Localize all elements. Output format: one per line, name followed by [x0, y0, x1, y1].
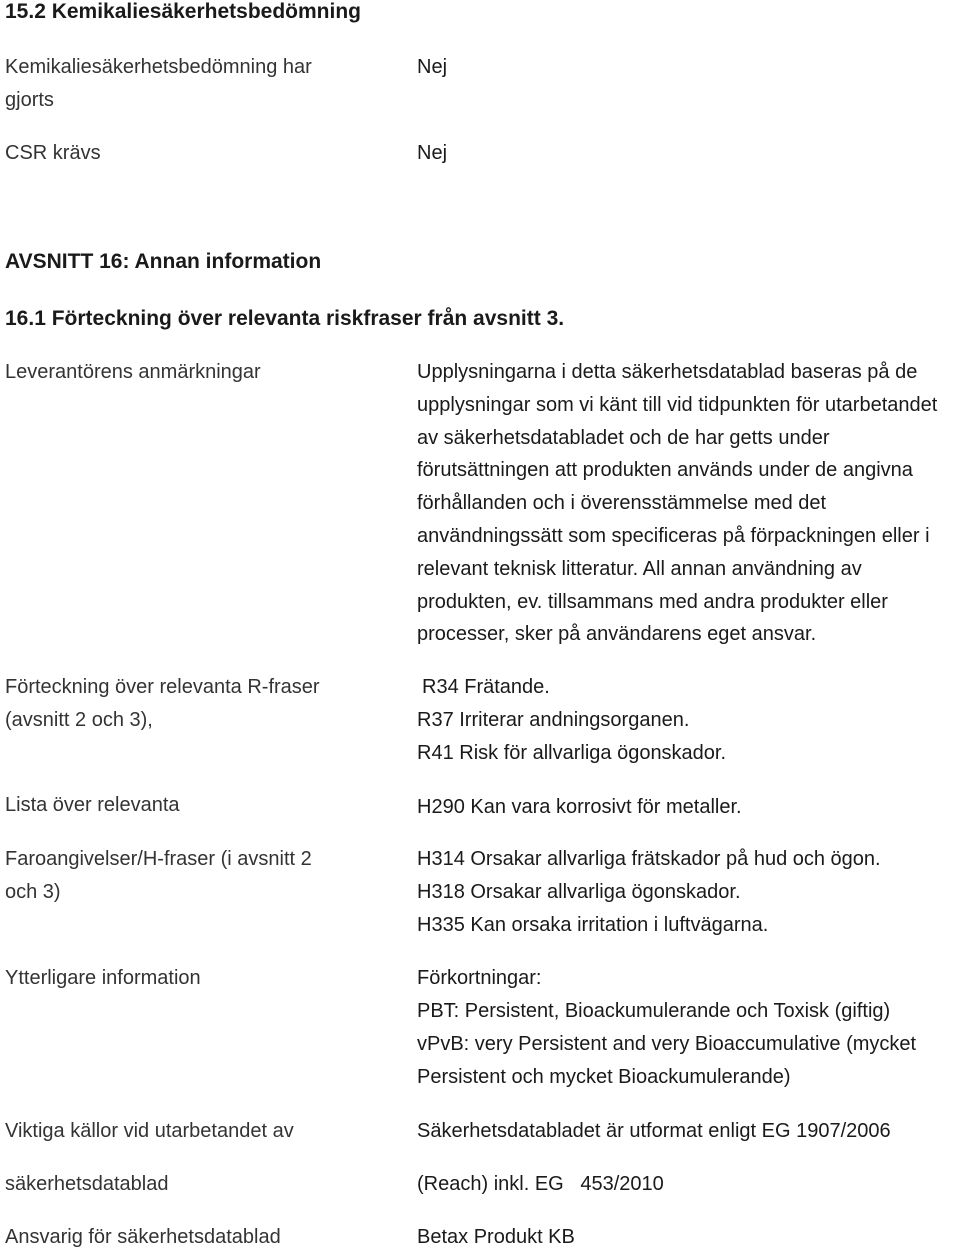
section-15-2-heading: 15.2 Kemikaliesäkerhetsbedömning [5, 0, 361, 23]
h-phrases-label-line2: Faroangivelser/H-fraser (i avsnitt 2 [5, 848, 312, 870]
h-phrases-label-line1: Lista över relevanta [5, 794, 180, 816]
abbreviations-heading: Förkortningar: [417, 967, 542, 989]
sources-label-line2: säkerhetsdatablad [5, 1173, 169, 1195]
responsible-value: Betax Produkt KB [417, 1226, 575, 1248]
r-phrase-item: R34 Frätande. [422, 676, 550, 698]
r-phrases-label-line1: Förteckning över relevanta R-fraser [5, 676, 320, 698]
h-phrases-list [417, 843, 881, 942]
abbreviation-vpvb-cont: Persistent och mycket Bioackumulerande) [417, 1066, 791, 1088]
sources-label-line1: Viktiga källor vid utarbetandet av [5, 1120, 294, 1142]
additional-info-lines [417, 962, 916, 1094]
supplier-notes-label: Leverantörens anmärkningar [5, 361, 261, 383]
h-phrase-item: H335 Kan orsaka irritation i luftvägarna. [417, 914, 769, 936]
responsible-label: Ansvarig för säkerhetsdatablad [5, 1226, 281, 1248]
r-phrase-item: R41 Risk för allvarliga ögonskador. [417, 742, 727, 764]
r-phrases-list [417, 671, 727, 770]
sources-value-line1: Säkerhetsdatabladet är utformat enligt EG 1907/2006 [417, 1120, 891, 1142]
sources-value-line2: (Reach) inkl. EG 453/2010 [417, 1173, 664, 1195]
section-16-1-subheading: 16.1 Förteckning över relevanta riskfraser från avsnitt 3. [5, 307, 565, 330]
csr-required-label: CSR krävs [5, 142, 101, 164]
abbreviation-vpvb: vPvB: very Persistent and very Bioaccumulative (mycket [417, 1033, 917, 1055]
r-phrases-label-line2: (avsnitt 2 och 3), [5, 709, 153, 731]
csr-required-value: Nej [417, 142, 448, 164]
r-phrase-item: R37 Irriterar andningsorganen. [417, 709, 690, 731]
h-phrase-h290: H290 Kan vara korrosivt för metaller. [417, 796, 742, 818]
additional-info-label: Ytterligare information [5, 967, 201, 989]
supplier-notes-text: Upplysningarna i detta säkerhetsdatablad baseras på de upplysningar som vi känt till vid tidpunkten för utarbetandet av säkerhetsdatabladet och de har getts under förutsättningen att produkten används under de angivna förhållanden och i överensstämmelse med det användningssätt som specificeras på förpackningen eller i relevant teknisk litteratur. All annan användning av produkten, ev. tillsammans med andra produkter eller processer, sker på användarens eget ansvar. [417, 361, 938, 646]
section-16-heading: AVSNITT 16: Annan information [5, 250, 322, 273]
h-phrase-item: H314 Orsakar allvarliga frätskador på hud och ögon. [417, 848, 881, 870]
chemical-assessment-label-line2: gjorts [5, 89, 54, 111]
abbreviation-pbt: PBT: Persistent, Bioackumulerande och Toxisk (giftig) [417, 1000, 891, 1022]
h-phrases-label-line3: och 3) [5, 881, 61, 903]
h-phrase-item: H318 Orsakar allvarliga ögonskador. [417, 881, 741, 903]
chemical-assessment-label-line1: Kemikaliesäkerhetsbedömning har [5, 56, 312, 78]
chemical-assessment-value: Nej [417, 56, 448, 78]
